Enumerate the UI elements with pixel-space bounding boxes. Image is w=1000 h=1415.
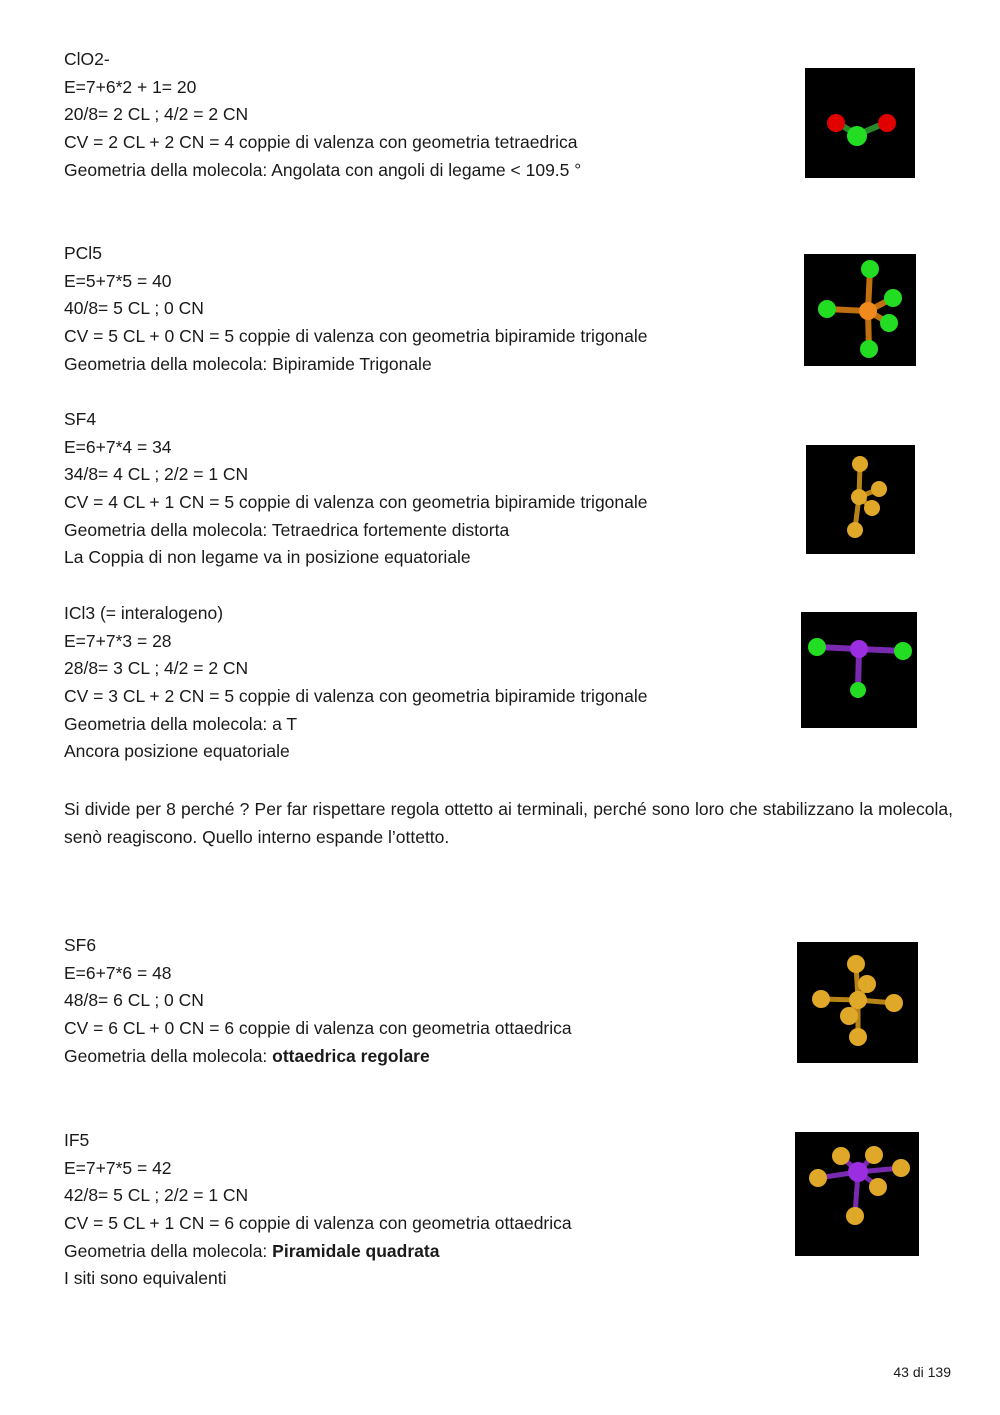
geometry-emphasis: Piramidale quadrata bbox=[272, 1240, 440, 1261]
formula: ICl3 (= interalogeno) bbox=[64, 603, 224, 623]
electron-count: E=5+7*5 = 40 bbox=[64, 270, 172, 291]
clo2-3d-model bbox=[805, 68, 915, 178]
pcl5-3d-model bbox=[804, 254, 916, 366]
note: La Coppia di non legame va in posizione equatoriale bbox=[64, 547, 471, 568]
section-if5 bbox=[64, 1127, 572, 1293]
pair-count: 20/8= 2 CL ; 4/2 = 2 CN bbox=[64, 104, 249, 125]
pair-count: 40/8= 5 CL ; 0 CN bbox=[64, 298, 204, 319]
icl3-3d-model bbox=[801, 612, 917, 728]
pair-count: 34/8= 4 CL ; 2/2 = 1 CN bbox=[64, 464, 249, 485]
molecule-image-pcl5 bbox=[804, 254, 916, 366]
sf4-3d-model bbox=[806, 445, 915, 554]
formula: PCl5 bbox=[64, 243, 102, 263]
molecule-geometry: Geometria della molecola: Tetraedrica fortemente distorta bbox=[64, 519, 510, 540]
section-sf6 bbox=[64, 932, 572, 1070]
molecule-geometry: Geometria della molecola: Piramidale quadrata bbox=[64, 1240, 440, 1261]
section-clo2 bbox=[64, 46, 581, 184]
explanation-paragraph: Si divide per 8 perché ? Per far rispettare regola ottetto ai terminali, perché sono loro che stabilizzano la molecola, senò reagiscono. Quello interno espande l’ottetto. bbox=[64, 799, 953, 847]
note: Ancora posizione equatoriale bbox=[64, 741, 290, 762]
pair-count: 48/8= 6 CL ; 0 CN bbox=[64, 990, 204, 1011]
electron-count: E=7+7*5 = 42 bbox=[64, 1157, 172, 1178]
electron-count: E=7+7*3 = 28 bbox=[64, 630, 172, 651]
molecule-image-if5 bbox=[795, 1132, 919, 1256]
section-pcl5 bbox=[64, 240, 648, 378]
molecule-geometry: Geometria della molecola: ottaedrica regolare bbox=[64, 1045, 430, 1066]
if5-3d-model bbox=[795, 1132, 919, 1256]
note: I siti sono equivalenti bbox=[64, 1268, 227, 1289]
molecule-image-sf4 bbox=[806, 445, 915, 554]
formula: SF6 bbox=[64, 935, 97, 955]
electron-count: E=6+7*6 = 48 bbox=[64, 962, 172, 983]
molecule-image-clo2 bbox=[805, 68, 915, 178]
sf6-3d-model bbox=[797, 942, 918, 1063]
valence-pairs: CV = 4 CL + 1 CN = 5 coppie di valenza con geometria bipiramide trigonale bbox=[64, 492, 648, 513]
formula: ClO2- bbox=[64, 49, 110, 69]
molecule-image-sf6 bbox=[797, 942, 918, 1063]
valence-pairs: CV = 6 CL + 0 CN = 6 coppie di valenza con geometria ottaedrica bbox=[64, 1018, 572, 1039]
electron-count: E=7+6*2 + 1= 20 bbox=[64, 76, 197, 97]
pair-count: 28/8= 3 CL ; 4/2 = 2 CN bbox=[64, 658, 249, 679]
electron-count: E=6+7*4 = 34 bbox=[64, 436, 172, 457]
valence-pairs: CV = 5 CL + 0 CN = 5 coppie di valenza con geometria bipiramide trigonale bbox=[64, 326, 648, 347]
page-number: 43 di 139 bbox=[893, 1364, 951, 1380]
molecule-image-icl3 bbox=[801, 612, 917, 728]
section-icl3 bbox=[64, 600, 648, 766]
formula: IF5 bbox=[64, 1130, 90, 1150]
molecule-geometry: Geometria della molecola: Bipiramide Trigonale bbox=[64, 353, 432, 374]
valence-pairs: CV = 5 CL + 1 CN = 6 coppie di valenza con geometria ottaedrica bbox=[64, 1213, 572, 1234]
molecule-geometry: Geometria della molecola: a T bbox=[64, 713, 298, 734]
geometry-emphasis: ottaedrica regolare bbox=[272, 1045, 430, 1066]
section-sf4 bbox=[64, 406, 648, 572]
molecule-geometry: Geometria della molecola: Angolata con angoli di legame < 109.5 ° bbox=[64, 159, 582, 180]
valence-pairs: CV = 2 CL + 2 CN = 4 coppie di valenza con geometria tetraedrica bbox=[64, 132, 578, 153]
formula: SF4 bbox=[64, 409, 97, 429]
valence-pairs: CV = 3 CL + 2 CN = 5 coppie di valenza con geometria bipiramide trigonale bbox=[64, 686, 648, 707]
pair-count: 42/8= 5 CL ; 2/2 = 1 CN bbox=[64, 1185, 249, 1206]
